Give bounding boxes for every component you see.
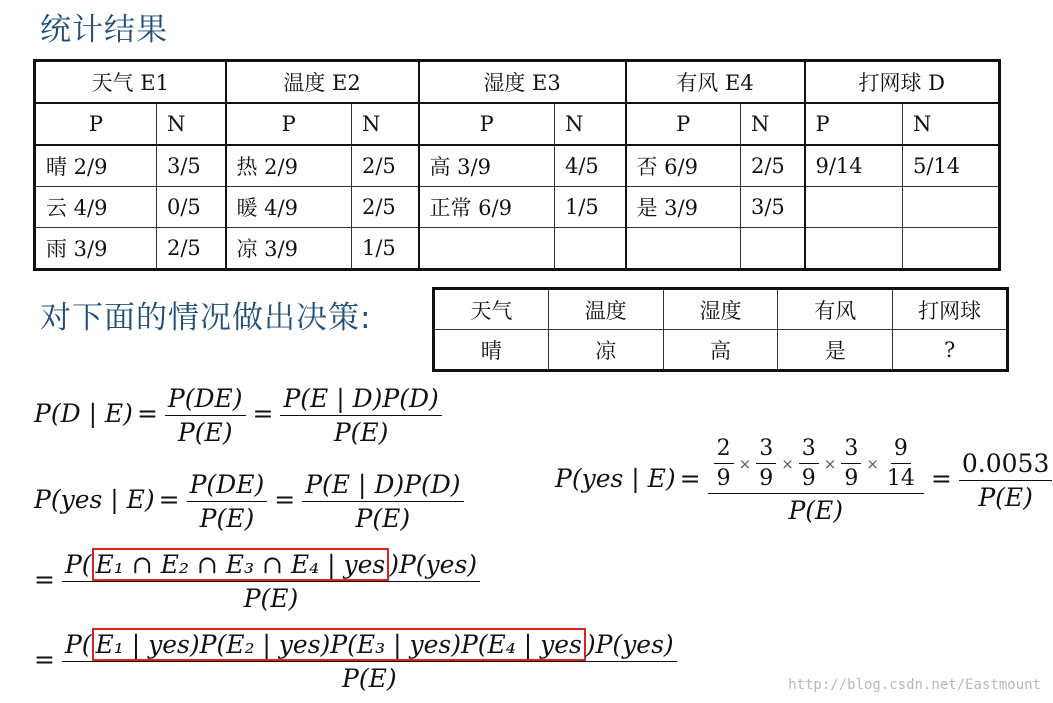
table-cell: 9/14 xyxy=(805,145,903,187)
fraction: $\frac{P(E | D)P(D)}{P(E)}$ xyxy=(302,470,463,533)
formula-bayes: P(D | E) = $\frac{P(DE)}{P(E)}$ = $\frac{P(E | D)P(D)}{P(E)}$ xyxy=(34,384,445,447)
formula-lhs: P(D | E) xyxy=(34,399,133,428)
table-cell xyxy=(805,187,903,228)
decision-value-row xyxy=(434,330,1008,371)
table-cell: 高 3/9 xyxy=(419,145,555,187)
table-cell: 3/5 xyxy=(157,145,226,187)
fraction: $\frac{P(DE)}{P(E)}$ xyxy=(165,384,246,447)
sub-header: N xyxy=(157,103,226,145)
stats-heading: 统计结果 xyxy=(40,12,168,48)
decision-header-row xyxy=(434,289,1008,330)
group-header-row xyxy=(35,61,1000,104)
decision-value: 晴 xyxy=(434,330,549,371)
statistics-table xyxy=(33,59,1001,271)
decision-header: 有风 xyxy=(778,289,893,330)
highlight-box: E₁ ∩ E₂ ∩ E₃ ∩ E₄ | yes xyxy=(92,548,390,581)
table-cell: 2/5 xyxy=(352,145,419,187)
table-cell: 2/5 xyxy=(352,187,419,228)
table-cell: 5/14 xyxy=(903,145,1000,187)
fraction: $\frac{\text{P( E₁ | yes)P(E₂ | yes)P(E₃ | yes)P(E₄ | yes )P(yes)}}{P(E)}$ xyxy=(62,630,677,693)
fraction: $\frac{0.0053}{P(E)}$ xyxy=(959,449,1052,512)
decision-header: 打网球 xyxy=(893,289,1008,330)
sub-header: N xyxy=(352,103,419,145)
table-cell: 4/5 xyxy=(555,145,626,187)
fraction: $\frac{P(DE)}{P(E)}$ xyxy=(187,470,268,533)
sub-header: N xyxy=(741,103,805,145)
group-header: 有风 E4 xyxy=(626,61,805,104)
decision-header: 天气 xyxy=(434,289,549,330)
table-cell xyxy=(555,228,626,270)
table-cell: 雨 3/9 xyxy=(35,228,157,270)
group-header: 天气 E1 xyxy=(35,61,226,104)
table-cell: 云 4/9 xyxy=(35,187,157,228)
decision-header: 温度 xyxy=(548,289,663,330)
sub-header: P xyxy=(626,103,741,145)
highlight-box: E₁ | yes)P(E₂ | yes)P(E₃ | yes)P(E₄ | yes xyxy=(92,628,586,661)
fraction: $\frac{2}{9}$ × $\frac{3}{9}$ × $\frac{3}{9}$ × $\frac{3}{9}$ × $\frac{9}{14}$ P(E) xyxy=(708,436,924,525)
decision-table xyxy=(432,287,1009,372)
decision-heading: 对下面的情况做出决策: xyxy=(40,300,372,336)
table-row xyxy=(35,145,1000,187)
formula-lhs: P(yes | E) xyxy=(34,485,155,514)
table-cell xyxy=(805,228,903,270)
sub-header: N xyxy=(555,103,626,145)
sub-header: P xyxy=(419,103,555,145)
table-cell: 0/5 xyxy=(157,187,226,228)
decision-value: 是 xyxy=(778,330,893,371)
table-cell: 暖 4/9 xyxy=(226,187,352,228)
sub-header-row xyxy=(35,103,1000,145)
group-header: 打网球 D xyxy=(805,61,1000,104)
decision-value: ? xyxy=(893,330,1008,371)
table-cell: 2/5 xyxy=(741,145,805,187)
decision-value: 高 xyxy=(663,330,778,371)
sub-header: P xyxy=(226,103,352,145)
table-cell xyxy=(419,228,555,270)
table-cell: 1/5 xyxy=(555,187,626,228)
table-cell: 正常 6/9 xyxy=(419,187,555,228)
formula-bayes-yes: P(yes | E) = $\frac{P(DE)}{P(E)}$ = $\frac{P(E | D)P(D)}{P(E)}$ xyxy=(34,470,467,533)
group-header: 温度 E2 xyxy=(226,61,419,104)
table-cell: 2/5 xyxy=(157,228,226,270)
table-cell xyxy=(626,228,741,270)
table-row xyxy=(35,187,1000,228)
sub-header: P xyxy=(805,103,903,145)
table-cell: 否 6/9 xyxy=(626,145,741,187)
table-cell: 晴 2/9 xyxy=(35,145,157,187)
formula-lhs: P(yes | E) xyxy=(555,464,676,493)
table-cell: 3/5 xyxy=(741,187,805,228)
formula-joint: = $\frac{\text{P( E₁ ∩ E₂ ∩ E₃ ∩ E₄ | yes )P(yes)}}{P(E)}$ xyxy=(30,550,483,613)
formula-result: P(yes | E) = $\frac{2}{9}$ × $\frac{3}{9}$ × $\frac{3}{9}$ × $\frac{3}{9}$ × $\frac{9}{14}$ P(E) = $\frac{0.0053}{P(E)}$ xyxy=(555,436,1053,525)
fraction: $\frac{\text{P( E₁ ∩ E₂ ∩ E₃ ∩ E₄ | yes )P(yes)}}{P(E)}$ xyxy=(62,550,480,613)
table-row xyxy=(35,228,1000,270)
table-cell xyxy=(903,187,1000,228)
formula-independent: = $\frac{\text{P( E₁ | yes)P(E₂ | yes)P(E₃ | yes)P(E₄ | yes )P(yes)}}{P(E)}$ xyxy=(30,630,680,693)
decision-value: 凉 xyxy=(548,330,663,371)
table-cell xyxy=(903,228,1000,270)
fraction: $\frac{P(E | D)P(D)}{P(E)}$ xyxy=(280,384,441,447)
table-cell: 1/5 xyxy=(352,228,419,270)
sub-header: N xyxy=(903,103,1000,145)
group-header: 湿度 E3 xyxy=(419,61,626,104)
table-cell: 热 2/9 xyxy=(226,145,352,187)
table-cell xyxy=(741,228,805,270)
table-cell: 是 3/9 xyxy=(626,187,741,228)
watermark: http://blog.csdn.net/Eastmount xyxy=(788,677,1041,693)
sub-header: P xyxy=(35,103,157,145)
decision-header: 湿度 xyxy=(663,289,778,330)
table-cell: 凉 3/9 xyxy=(226,228,352,270)
